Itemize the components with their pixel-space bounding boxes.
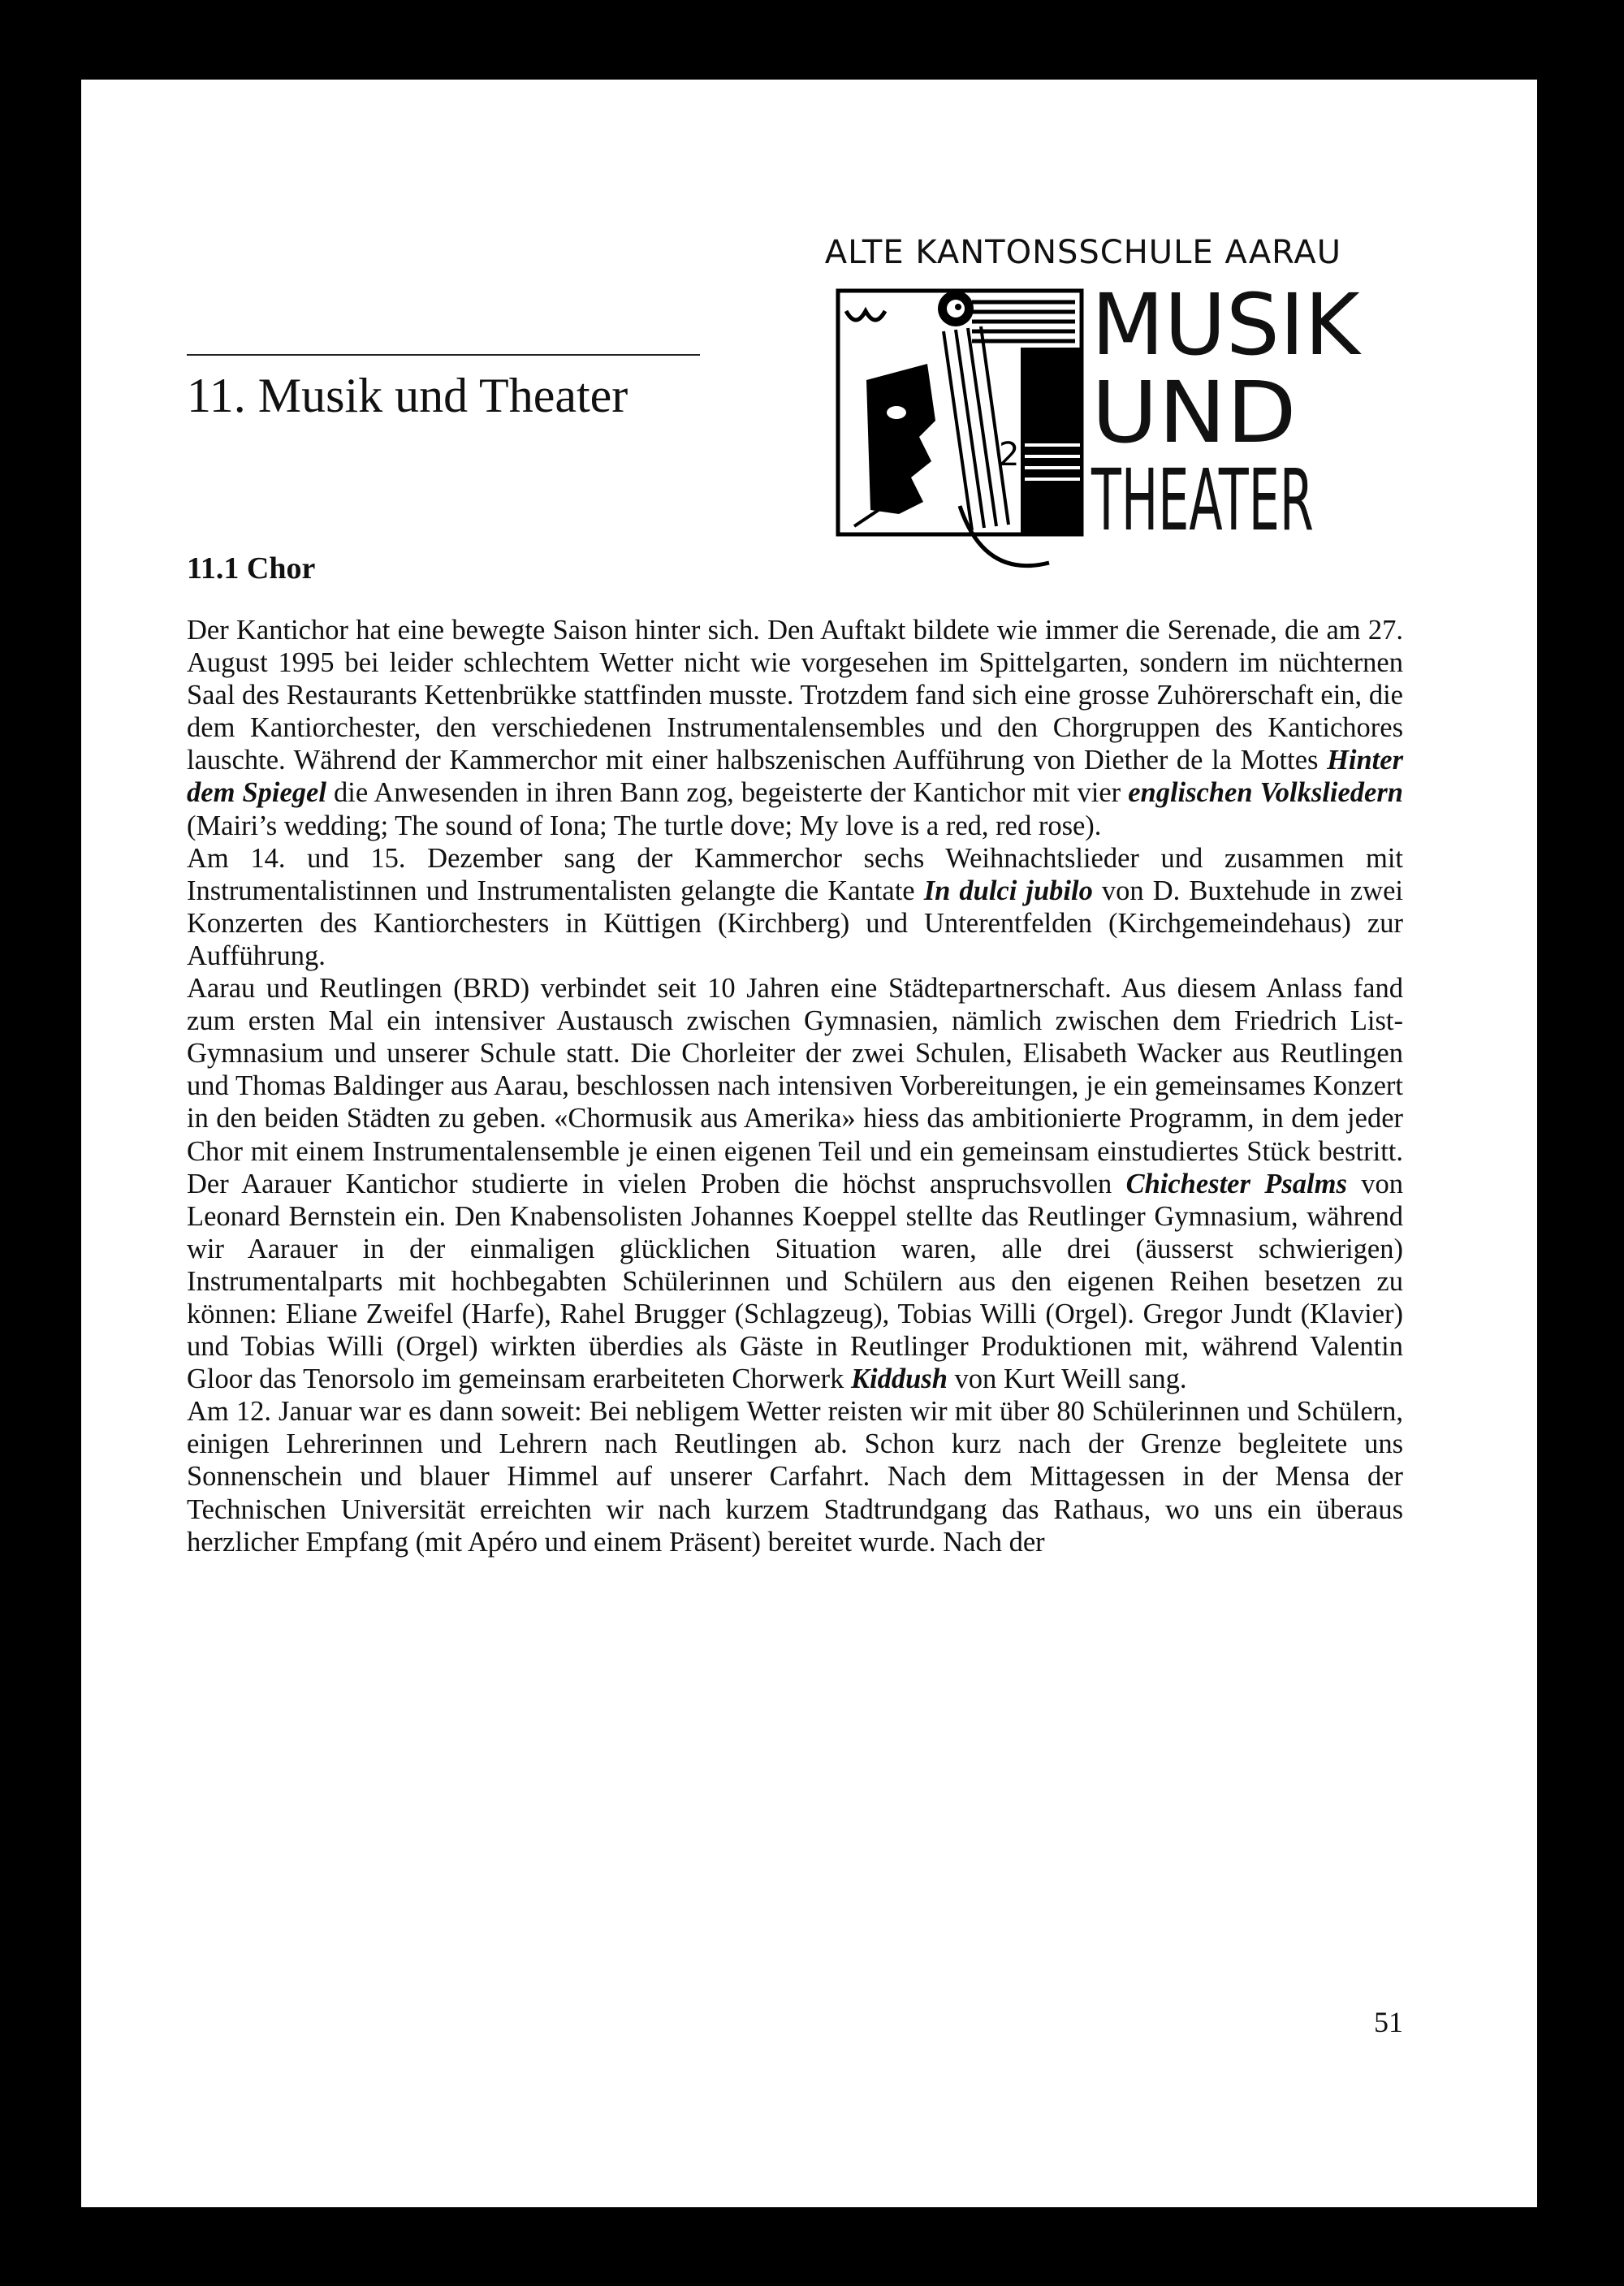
emphasized-title: In dulci jubilo (923, 875, 1093, 906)
text-run: von Kurt Weill sang. (947, 1363, 1187, 1395)
chapter-title: 11. Musik und Theater (187, 369, 628, 422)
text-run: von D. Buxtehude in zwei Konzerten des Kantiorchesters in Küttigen (Kirchberg) und Unterentfelden (Kirchgemeindehaus) zur Aufführung. (187, 875, 1403, 971)
text-run: (Mairi’s wedding; The sound of Iona; The turtle dove; My love is a red, red rose). (187, 810, 1102, 841)
emphasized-title: Kiddush (851, 1363, 948, 1395)
text-run: die Anwesenden in ihren Bann zog, begeisterte der Kantichor mit vier (326, 777, 1129, 809)
paragraph (187, 842, 1403, 972)
text-run: Der Kantichor hat eine bewegte Saison hinter sich. Den Auftakt bildete wie immer die Serenade, die am 27. August 1995 bei leider schlechtem Wetter nicht wie vorgesehen im Spittelgarten, sondern im nüchternen Saal des Restaurants Kettenbrükke stattfinden musste. Trotzdem fand sich eine grosse Zuhörerschaft ein, die dem Kantiorchester, den verschiedenen Instrumentalensembles und den Chorgruppen des Kantichores lauschte. Während der Kammerchor mit einer halbszenischen Aufführung von Diether de la Mottes (187, 615, 1403, 776)
emphasized-title: englischen Volksliedern (1128, 777, 1403, 809)
document-page (81, 80, 1537, 2207)
paragraph (187, 614, 1403, 842)
logo-word-theater: THEATER (1091, 451, 1314, 550)
paragraph (187, 972, 1403, 1395)
text-run: Am 12. Januar war es dann soweit: Bei nebligem Wetter reisten wir mit über 80 Schülerinnen und Schülern, einigen Lehrerinnen und Lehrern nach Reutlingen ab. Schon kurz nach der Grenze begleitete uns Sonnenschein und blauer Himmel auf unserer Carfahrt. Nach dem Mittagessen in der Mensa der Technischen Universität erreichten wir nach kurzem Stadtrundgang das Rathaus, wo uns ein überaus herzlicher Empfang (mit Apéro und einem Präsent) bereitet wurde. Nach der (187, 1396, 1403, 1558)
paragraph (187, 1395, 1403, 1558)
svg-text:2: 2 (999, 436, 1020, 473)
emphasized-title: Chichester Psalms (1125, 1168, 1347, 1199)
logo-word-musik: MUSIK (1091, 275, 1360, 374)
page-number: 51 (1374, 2006, 1403, 2038)
text-run: Am 14. und 15. Dezember sang der Kammerchor sechs Weihnachtslieder und zusammen mit Instrumentalistinnen und Instrumentalisten gelangte die Kantate (187, 842, 1403, 906)
text-run: Aarau und Reutlingen (BRD) verbindet seit 10 Jahren eine Städtepartnerschaft. Aus diesem Anlass fand zum ersten Mal ein intensiver Austausch zwischen Gymnasien, nämlich zwischen dem Friedrich List-Gymnasium und unserer Schule statt. Die Chorleiter der zwei Schulen, Elisabeth Wacker aus Reutlingen und Thomas Baldinger aus Aarau, beschlossen nach intensiven Vorbereitungen, je ein gemeinsames Konzert in den beiden Städten zu geben. «Chormusik aus Amerika» hiess das ambitionierte Programm, in dem jeder Chor mit einem Instrumentalensemble je einen eigenen Teil und ein gemeinsam einstudiertes Stück bestritt. Der Aarauer Kantichor studierte in vielen Proben die höchst anspruchsvollen (187, 973, 1403, 1199)
emphasized-title: Hinter dem Spiegel (187, 745, 1403, 809)
logo-caption: ALTE KANTONSSCHULE AARAU (824, 234, 1341, 271)
music-theater-logo (822, 234, 1360, 672)
body-text (187, 614, 1403, 1558)
text-run: von Leonard Bernstein ein. Den Knabensolisten Johannes Koeppel stellte das Reutlinger Gymnasium, während wir Aarauer in der einmaligen glücklichen Situation waren, alle drei (äusserst schwierigen) Instrumentalparts mit hochbegabten Schülerinnen und Schülern aus den eigenen Reihen besetzen zu können: Eliane Zweifel (Harfe), Rahel Brugger (Schlagzeug), Tobias Willi (Orgel). Gregor Jundt (Klavier) und Tobias Willi (Orgel) wirkten überdies als Gäste in Reutlinger Produktionen mit, während Valentin Gloor das Tenorsolo im gemeinsam erarbeiteten Chorwerk (187, 1168, 1404, 1395)
section-heading: 11.1 Chor (187, 551, 316, 586)
logo-word-und: UND (1091, 363, 1297, 462)
title-rule (187, 354, 700, 356)
